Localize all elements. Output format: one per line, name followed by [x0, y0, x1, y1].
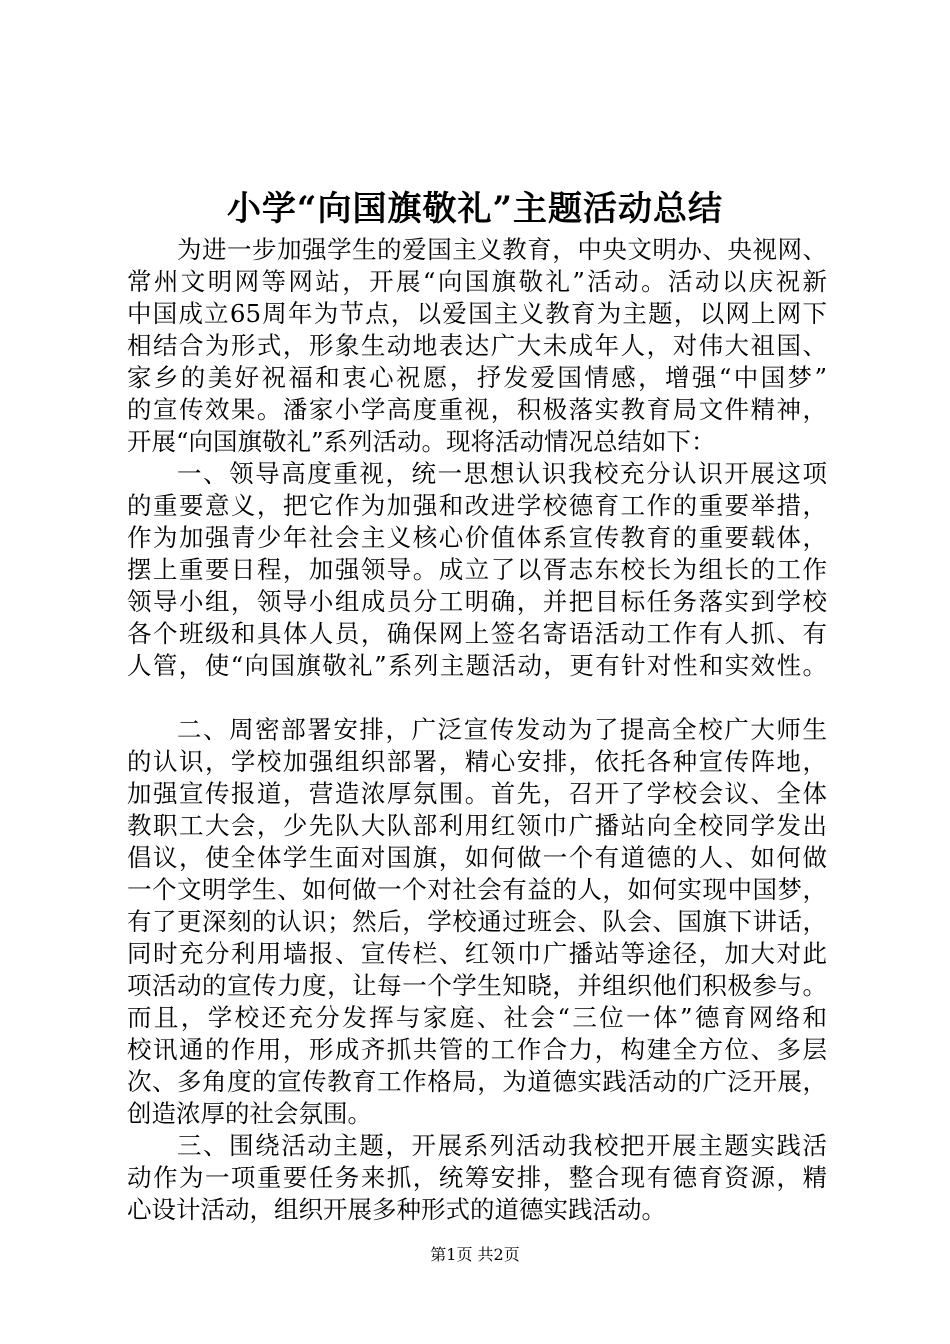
- paragraph-line: 领导小组，领导小组成员分工明确，并把目标任务落实到学校: [127, 587, 827, 616]
- paragraph-line: 教职工大会，少先队大队部利用红领巾广播站向全校同学发出: [127, 811, 827, 840]
- paragraph-line: 动作为一项重要任务来抓，统筹安排，整合现有德育资源，精: [127, 1163, 827, 1192]
- paragraph-line: 有了更深刻的认识；然后，学校通过班会、队会、国旗下讲话，: [127, 907, 827, 936]
- paragraph-line: 一、领导高度重视，统一思想认识我校充分认识开展这项: [177, 459, 827, 488]
- paragraph-line: 各个班级和具体人员，确保网上签名寄语活动工作有人抓、有: [127, 619, 827, 648]
- paragraph-line: 校讯通的作用，形成齐抓共管的工作合力，构建全方位、多层: [127, 1035, 827, 1064]
- document-body: [127, 234, 827, 1226]
- paragraph-line: 的宣传效果。潘家小学高度重视，积极落实教育局文件精神，: [127, 395, 827, 424]
- paragraph-line: 常州文明网等网站，开展“向国旗敬礼”活动。活动以庆祝新: [127, 267, 827, 296]
- paragraph-section-three: [127, 1130, 827, 1226]
- paragraph-line: 加强宣传报道，营造浓厚氛围。首先，召开了学校会议、全体: [127, 779, 827, 808]
- paragraph-line: 次、多角度的宣传教育工作格局，为道德实践活动的广泛开展，: [127, 1067, 827, 1096]
- paragraph-line: 相结合为形式，形象生动地表达广大未成年人，对伟大祖国、: [127, 331, 827, 360]
- paragraph-line: 摆上重要日程，加强领导。成立了以胥志东校长为组长的工作: [127, 555, 827, 584]
- paragraph-line: 家乡的美好祝福和衷心祝愿，抒发爱国情感，增强“中国梦”: [127, 363, 827, 392]
- paragraph-line: 而且，学校还充分发挥与家庭、社会“三位一体”德育网络和: [127, 1003, 827, 1032]
- paragraph-line: 二、周密部署安排，广泛宣传发动为了提高全校广大师生: [177, 715, 827, 744]
- paragraph-line: 同时充分利用墙报、宣传栏、红领巾广播站等途径，加大对此: [127, 939, 827, 968]
- paragraph-line: 中国成立65周年为节点，以爱国主义教育为主题，以网上网下: [127, 299, 827, 328]
- paragraph-line: 心设计活动，组织开展多种形式的道德实践活动。: [127, 1195, 666, 1224]
- paragraph-line: 的重要意义，把它作为加强和改进学校德育工作的重要举措，: [127, 491, 827, 520]
- paragraph-section-two: [127, 714, 827, 1130]
- page-footer: 第1页 共2页: [430, 1245, 520, 1264]
- blank-line: [127, 682, 827, 714]
- paragraph-line: 倡议，使全体学生面对国旗，如何做一个有道德的人、如何做: [127, 843, 827, 872]
- paragraph-line: 为进一步加强学生的爱国主义教育，中央文明办、央视网、: [177, 235, 827, 264]
- paragraph-line: 的认识，学校加强组织部署，精心安排，依托各种宣传阵地，: [127, 747, 827, 776]
- paragraph-line: 开展“向国旗敬礼”系列活动。现将活动情况总结如下：: [127, 427, 716, 456]
- paragraph-intro: [127, 234, 827, 458]
- paragraph-line: 创造浓厚的社会氛围。: [127, 1099, 372, 1128]
- paragraph-line: 人管，使“向国旗敬礼”系列主题活动，更有针对性和实效性。: [127, 651, 827, 680]
- paragraph-line: 一个文明学生、如何做一个对社会有益的人，如何实现中国梦，: [127, 875, 827, 904]
- paragraph-line: 项活动的宣传力度，让每一个学生知晓，并组织他们积极参与。: [127, 971, 827, 1000]
- paragraph-line: 三、围绕活动主题，开展系列活动我校把开展主题实践活: [177, 1131, 827, 1160]
- paragraph-section-one: [127, 458, 827, 682]
- paragraph-line: 作为加强青少年社会主义核心价值体系宣传教育的重要载体，: [127, 523, 827, 552]
- document-title: 小学“向国旗敬礼”主题活动总结: [226, 189, 724, 229]
